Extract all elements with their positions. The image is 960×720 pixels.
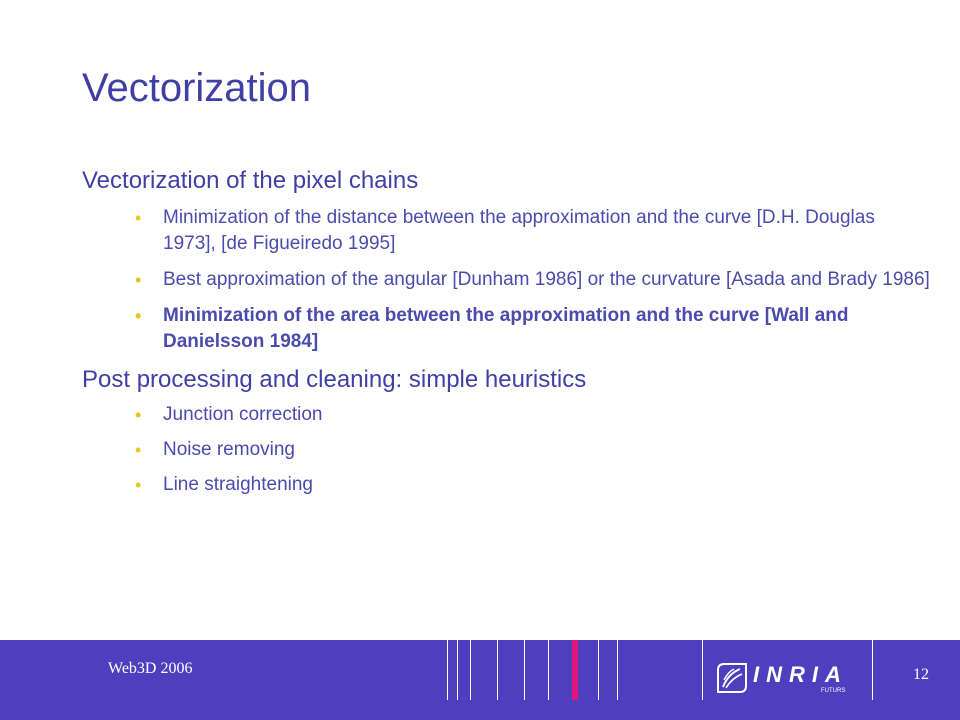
list-item-highlighted: [82, 303, 932, 355]
divider-line: [524, 640, 525, 700]
logo-subtext: FUTURS: [821, 688, 846, 694]
list-item: [82, 205, 932, 257]
divider-line: [548, 640, 549, 700]
footer-text: Web3D 2006: [108, 660, 193, 677]
divider-line: [617, 640, 618, 700]
bullet-text: Junction correction: [163, 404, 323, 425]
bullet-text: Noise removing: [163, 439, 295, 460]
list-item: [82, 402, 932, 428]
inria-logo: [712, 658, 862, 702]
slide-title: Vectorization: [82, 66, 312, 110]
bullet-dot-icon: •: [135, 208, 142, 228]
bullet-text: Best approximation of the angular [Dunham 1986] or the curvature [Asada and Brady 1986]: [163, 269, 930, 290]
list-item: [82, 437, 932, 463]
bullet-list-vectorization: [82, 205, 932, 355]
divider-line: [872, 640, 873, 700]
bullet-dot-icon: •: [135, 405, 142, 425]
accent-bar: [572, 640, 578, 700]
inria-emblem-icon: [714, 660, 750, 696]
bullet-dot-icon: •: [135, 440, 142, 460]
divider-line: [457, 640, 458, 700]
bullet-list-post-processing: [82, 402, 932, 498]
section-heading-post-processing: Post processing and cleaning: simple heuristics: [82, 366, 587, 393]
bullet-dot-icon: •: [135, 306, 142, 326]
bullet-text: Minimization of the area between the approximation and the curve [Wall and Danielsson 1984]: [163, 305, 849, 352]
divider-line: [598, 640, 599, 700]
logo-text: INRIA: [753, 662, 848, 687]
footer-bar: [0, 640, 960, 720]
divider-line: [497, 640, 498, 700]
bullet-dot-icon: •: [135, 475, 142, 495]
bullet-text: Line straightening: [163, 474, 313, 495]
slide-content: [82, 166, 932, 498]
list-item: [82, 472, 932, 498]
divider-line: [470, 640, 471, 700]
list-item: [82, 267, 932, 293]
divider-line: [702, 640, 703, 700]
divider-line: [447, 640, 448, 700]
bullet-dot-icon: •: [135, 270, 142, 290]
page-number: 12: [913, 666, 929, 683]
bullet-text: Minimization of the distance between the approximation and the curve [D.H. Douglas 1973], [de Figueiredo 1995]: [163, 207, 875, 254]
section-heading-vectorization: Vectorization of the pixel chains: [82, 167, 419, 194]
